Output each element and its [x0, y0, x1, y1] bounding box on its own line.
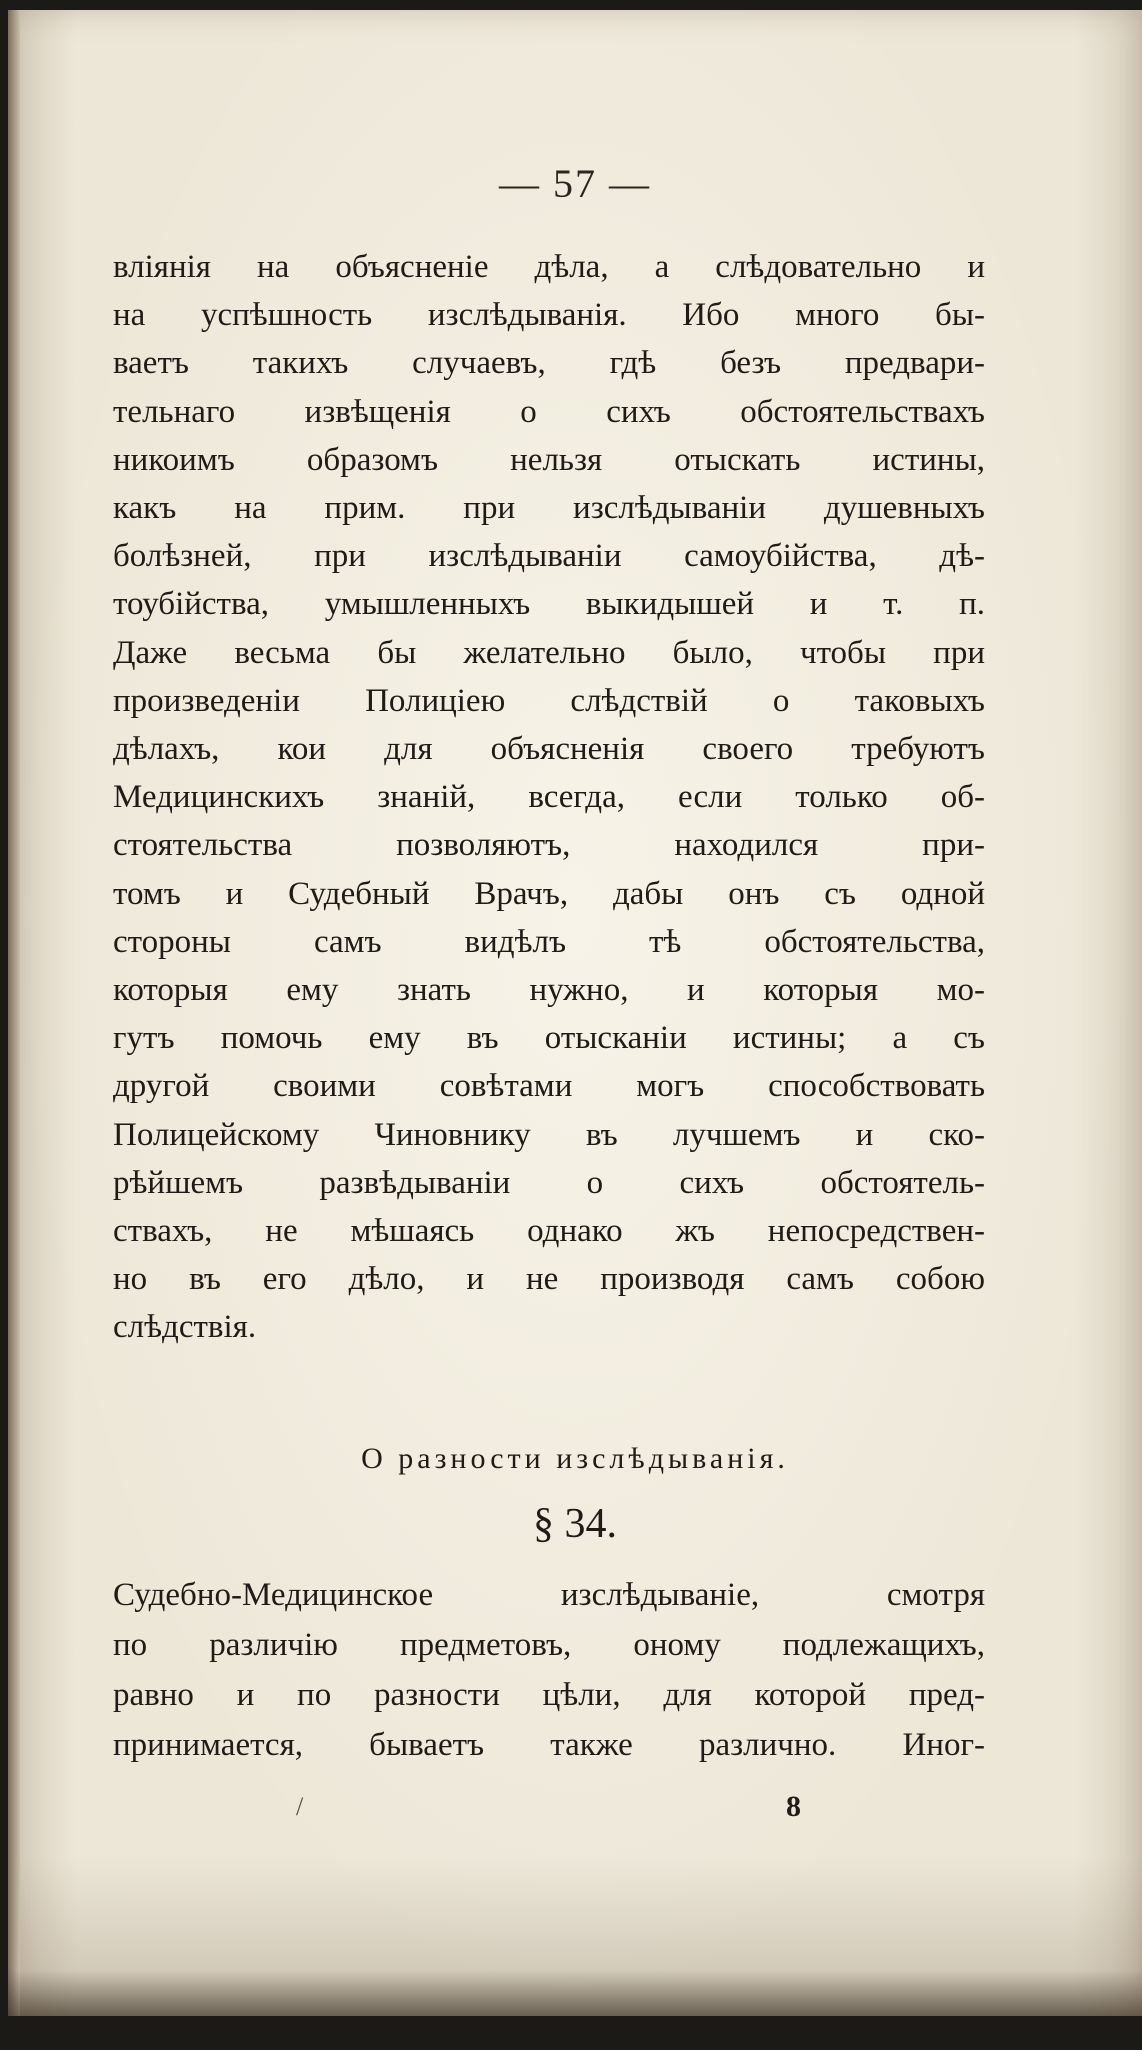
page-number: — 57 — — [499, 161, 651, 206]
text-line: Даже весьма бы желательно было, чтобы при — [113, 634, 985, 671]
text-line: какъ на прим. при изслѣдываніи душевныхъ — [113, 490, 985, 527]
text-line: Полицейскому Чиновнику въ лучшемъ и ско- — [113, 1116, 985, 1153]
book-page — [8, 10, 1142, 2016]
text-line: томъ и Судебный Врачъ, дабы онъ съ одной — [113, 875, 985, 912]
text-line: которыя ему знать нужно, и которыя мо- — [113, 972, 985, 1009]
page-binding-edge — [8, 10, 20, 2016]
paragraph-1 — [113, 243, 985, 1352]
text-line: никоимъ образомъ нельзя отыскать истины, — [113, 441, 985, 478]
text-line: рѣйшемъ развѣдываніи о сихъ обстоятель- — [113, 1164, 985, 1201]
text-line: тельнаго извѣщенія о сихъ обстоятельствахъ — [113, 393, 985, 430]
text-line: слѣдствія. — [113, 1309, 257, 1346]
text-line: тоубійства, умышленныхъ выкидышей и т. п. — [113, 586, 985, 623]
text-line: стоятельства позволяютъ, находился при- — [113, 827, 985, 864]
text-line: но въ его дѣло, и не производя самъ собою — [113, 1261, 985, 1298]
text-line: по различію предметовъ, оному подлежащихъ, — [113, 1627, 985, 1663]
section-number: § 34. — [533, 1501, 617, 1547]
text-line: Судебно-Медицинское изслѣдываніе, смотря — [113, 1577, 985, 1613]
text-line: гутъ помочь ему въ отысканіи истины; а съ — [113, 1020, 985, 1057]
text-line: болѣзней, при изслѣдываніи самоубійства, дѣ- — [113, 538, 985, 575]
text-line: дѣлахъ, кои для объясненія своего требуютъ — [113, 731, 985, 768]
text-line: принимается, бываетъ также различно. Иног- — [113, 1727, 985, 1763]
section-heading: О разности изслѣдыванія. — [361, 1442, 789, 1475]
text-line: Медицинскихъ знаній, всегда, если только об- — [113, 779, 985, 816]
text-line: произведеніи Полиціею слѣдствій о таковыхъ — [113, 682, 985, 719]
stray-pen-mark: / — [296, 1792, 304, 1821]
text-line: вліянія на объясненіе дѣла, а слѣдовательно и — [113, 249, 985, 285]
text-line: равно и по разности цѣли, для которой пред- — [113, 1677, 985, 1713]
signature-mark: 8 — [786, 1790, 801, 1823]
text-line: ствахъ, не мѣшаясь однако жъ непосредствен- — [113, 1213, 985, 1250]
paragraph-2 — [113, 1570, 985, 1770]
text-line: другой своими совѣтами могъ способствовать — [113, 1068, 985, 1105]
page-bottom-shadow — [8, 1970, 1142, 2016]
text-line: стороны самъ видѣлъ тѣ обстоятельства, — [113, 923, 985, 960]
text-line: на успѣшность изслѣдыванія. Ибо много бы- — [113, 297, 985, 334]
text-line: ваетъ такихъ случаевъ, гдѣ безъ предвари- — [113, 345, 985, 382]
